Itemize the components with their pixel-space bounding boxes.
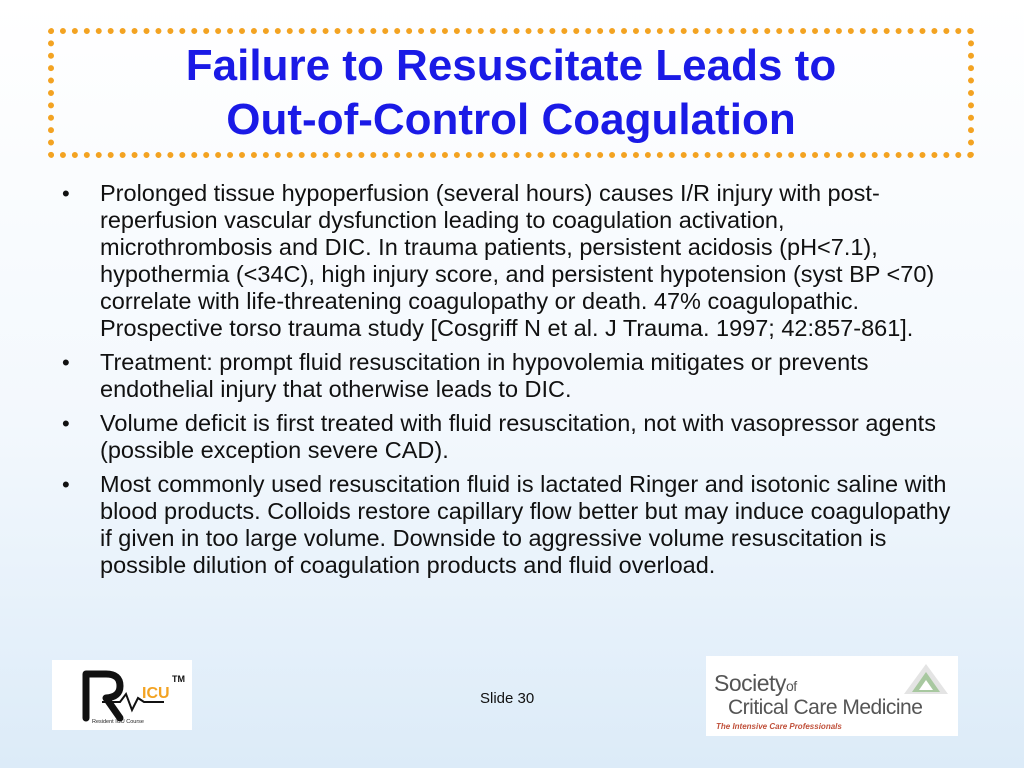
bullet-item: [62, 471, 962, 579]
ricu-logo: [80, 668, 192, 724]
title-box: [48, 28, 974, 158]
sccm-of-text: of: [785, 678, 797, 694]
bullet-dot: •: [62, 472, 70, 497]
svg-text:ICU: ICU: [142, 685, 170, 702]
bullet-item: [62, 180, 962, 342]
bullet-text: Most commonly used resuscitation fluid is lactated Ringer and isotonic saline with blood products. Colloids restore capillary flow better but may induce coagulopathy if given in too large volume. Downside to aggressive volume resuscitation is possible dilution of coagulation products and fluid overload.: [100, 471, 951, 578]
title-line-2: Out-of-Control Coagulation: [226, 95, 796, 144]
slide-number: Slide 30: [480, 690, 535, 707]
ricu-tm: TM: [172, 674, 185, 684]
sccm-logo: [706, 656, 958, 736]
bullet-dot: •: [62, 411, 70, 436]
ricu-logo-box: [52, 660, 192, 730]
bullet-text: Volume deficit is first treated with fluid resuscitation, not with vasopressor agents (possible exception severe CAD).: [100, 410, 936, 463]
bullet-text: Treatment: prompt fluid resuscitation in hypovolemia mitigates or prevents endothelial injury that otherwise leads to DIC.: [100, 349, 869, 402]
triangle-icon: [902, 662, 950, 696]
bullet-item: [62, 410, 962, 464]
bullet-dot: •: [62, 181, 70, 206]
bullet-text: Prolonged tissue hypoperfusion (several hours) causes I/R injury with post-reperfusion vascular dysfunction leading to coagulation activation, microthrombosis and DIC. In trauma patients, persistent acidosis (pH<7.1), hypothermia (<34C), high injury score, and persistent hypotension (syst BP <70) correlate with life-threatening coagulopathy or death. 47% coagulopathic. Prospective torso trauma study [Cosgriff N et al. J Trauma. 1997; 42:857-861].: [100, 180, 935, 341]
sccm-tagline: The Intensive Care Professionals: [716, 722, 842, 731]
slide-title: [186, 39, 836, 147]
bullet-list: [62, 180, 962, 586]
sccm-society: [714, 670, 797, 697]
ricu-caption: Resident ICU Course: [92, 719, 144, 724]
bullet-dot: •: [62, 350, 70, 375]
sccm-society-text: Society: [714, 670, 786, 696]
title-line-1: Failure to Resuscitate Leads to: [185, 41, 837, 90]
sccm-name: Critical Care Medicine: [728, 696, 923, 719]
bullet-item: [62, 349, 962, 403]
